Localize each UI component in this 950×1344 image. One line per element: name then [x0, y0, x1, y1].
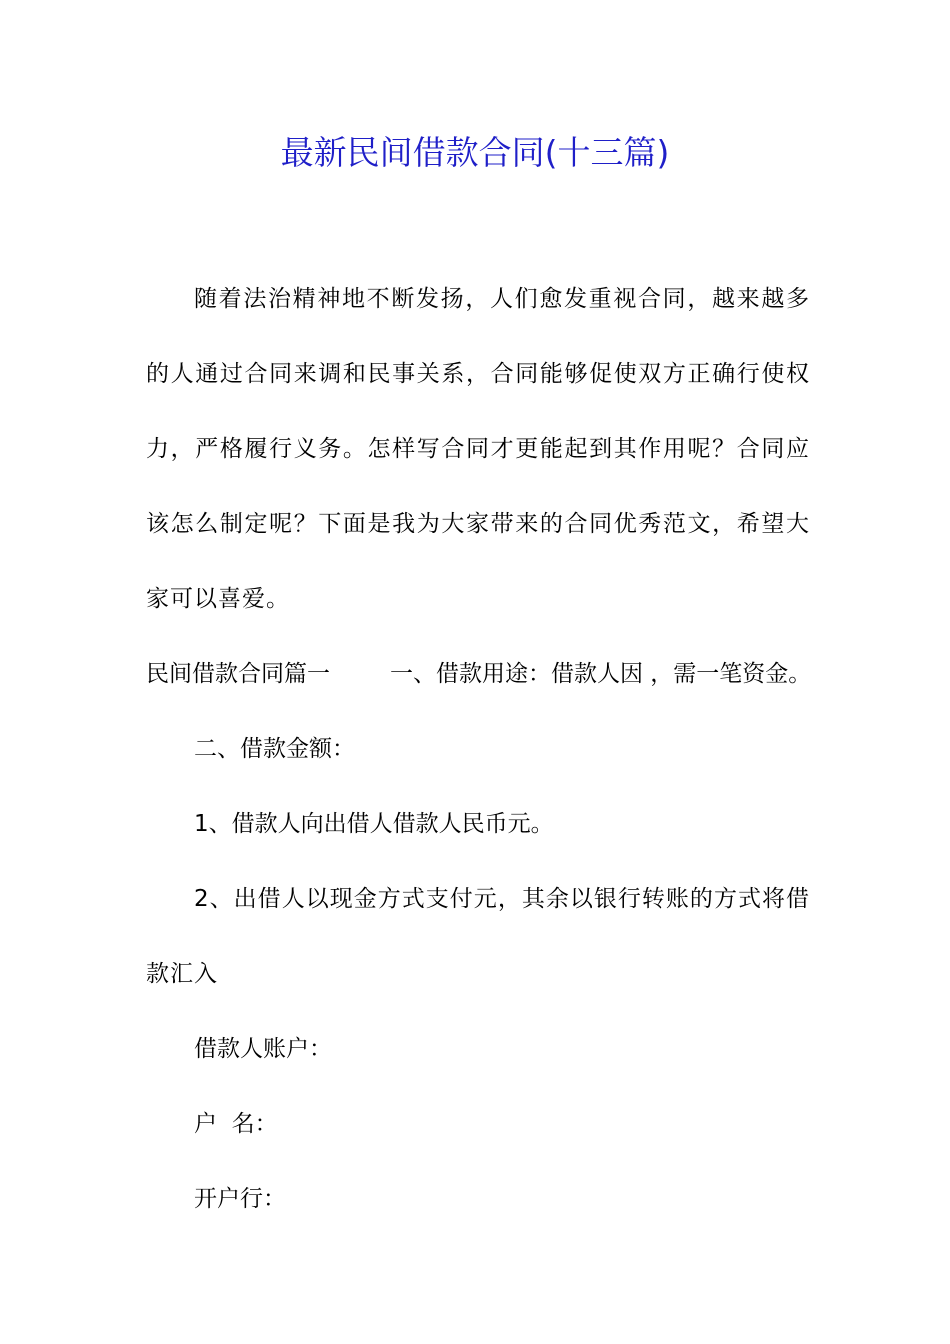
document-title: 最新民间借款合同(十三篇) — [280, 133, 670, 172]
section-line — [146, 637, 810, 712]
borrower-account-label: 借款人账户： — [194, 1036, 332, 1062]
loan-amount-clause-1: 1、借款人向出借人借款人民币元。 — [194, 811, 554, 837]
intro-paragraph: 随着法治精神地不断发扬，人们愈发重视合同，越来越多的人通过合同来调和民事关系，合同能够促使双方正确行使权力，严格履行义务。怎样写合同才更能起到其作用呢？合同应该怎么制定呢？下面是我为大家带来的合同优秀范文，希望大家可以喜爱。 — [146, 286, 810, 612]
document-body — [146, 262, 810, 1237]
account-name-label: 户 名： — [194, 1111, 278, 1137]
loan-purpose-clause: 一、借款用途：借款人因 ，需一笔资金。 — [390, 661, 812, 687]
section-heading: 民间借款合同篇一 — [146, 661, 330, 687]
loan-amount-heading: 二、借款金额： — [194, 736, 355, 762]
bank-label: 开户行： — [194, 1186, 286, 1212]
loan-amount-clause-2: 2、出借人以现金方式支付元，其余以银行转账的方式将借款汇入 — [146, 886, 810, 987]
